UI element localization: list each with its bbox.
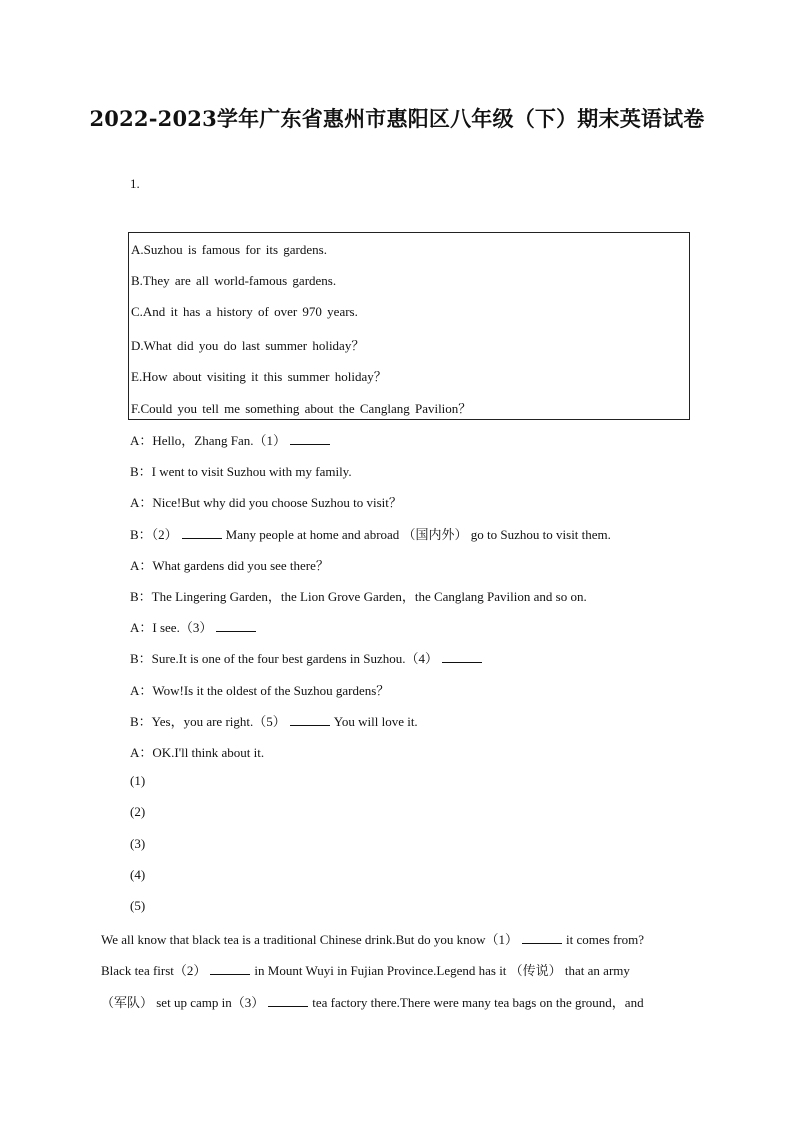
dialogue-text: A：OK.I'll think about it. — [130, 745, 265, 760]
answer-label-5: (5) — [130, 898, 146, 913]
dialogue-line — [130, 680, 389, 699]
answer-blank-2 — [182, 528, 222, 539]
dialogue-text: A：What gardens did you see there？ — [130, 558, 329, 573]
passage-text: in Mount Wuyi in Fujian Province.Legend has it （传说） that an army — [254, 963, 630, 978]
option-d: D.What did you do last summer holiday？ — [131, 338, 365, 353]
answer-label-2: (2) — [130, 804, 146, 819]
answer-blank-3 — [216, 621, 256, 632]
question-number: 1. — [130, 176, 140, 191]
option-b: B.They are all world-famous gardens. — [131, 273, 337, 288]
answer-blank-1 — [290, 434, 330, 445]
passage-blank-2 — [210, 964, 250, 975]
dialogue-text: A：I see.（3） — [130, 620, 213, 635]
dialogue-text: B：The Lingering Garden，the Lion Grove Garden，the Canglang Pavilion and so on. — [130, 589, 587, 604]
dialogue-text: You will love it. — [333, 714, 418, 729]
dialogue-text: B：I went to visit Suzhou with my family. — [130, 464, 352, 479]
dialogue-line — [130, 742, 264, 761]
option-f: F.Could you tell me something about the Canglang Pavilion？ — [131, 401, 472, 416]
dialogue-line — [130, 648, 486, 667]
passage-line — [101, 929, 644, 948]
dialogue-text: B：Yes，you are right.（5） — [130, 714, 286, 729]
dialogue-text: A：Hello，Zhang Fan.（1） — [130, 433, 286, 448]
options-box — [128, 232, 690, 420]
answer-blank-4 — [442, 652, 482, 663]
passage-line — [101, 960, 630, 979]
option-e: E.How about visiting it this summer holiday？ — [131, 369, 387, 384]
passage-line — [101, 992, 644, 1011]
dialogue-text: Many people at home and abroad （国内外） go to Suzhou to visit them. — [225, 527, 611, 542]
passage-text: it comes from? — [566, 932, 645, 947]
dialogue-line — [130, 430, 334, 449]
option-a: A.Suzhou is famous for its gardens. — [131, 242, 327, 257]
answer-blank-5 — [290, 715, 330, 726]
passage-text: We all know that black tea is a traditional Chinese drink.But do you know（1） — [101, 932, 519, 947]
passage-blank-1 — [522, 933, 562, 944]
dialogue-line — [130, 711, 418, 730]
dialogue-text: B：（2） — [130, 527, 178, 542]
dialogue-line — [130, 617, 260, 636]
dialogue-text: A：Nice!But why did you choose Suzhou to visit？ — [130, 495, 402, 510]
dialogue-line — [130, 492, 402, 511]
dialogue-text: B：Sure.It is one of the four best gardens in Suzhou.（4） — [130, 651, 438, 666]
page-title: 2022-2023学年广东省惠州市惠阳区八年级（下）期末英语试卷 — [89, 106, 705, 131]
dialogue-line — [130, 586, 587, 605]
answer-label-4: (4) — [130, 867, 146, 882]
dialogue-line — [130, 555, 329, 574]
passage-text: tea factory there.There were many tea bags on the ground，and — [312, 995, 644, 1010]
dialogue-text: A：Wow!Is it the oldest of the Suzhou gardens？ — [130, 683, 390, 698]
dialogue-line — [130, 524, 611, 543]
answer-label-3: (3) — [130, 836, 146, 851]
passage-text: Black tea first（2） — [101, 963, 207, 978]
passage-blank-3 — [268, 996, 308, 1007]
answer-label-1: (1) — [130, 773, 146, 788]
dialogue-line — [130, 461, 352, 480]
passage-text: （军队） set up camp in（3） — [101, 995, 265, 1010]
option-c: C.And it has a history of over 970 years. — [131, 304, 358, 319]
